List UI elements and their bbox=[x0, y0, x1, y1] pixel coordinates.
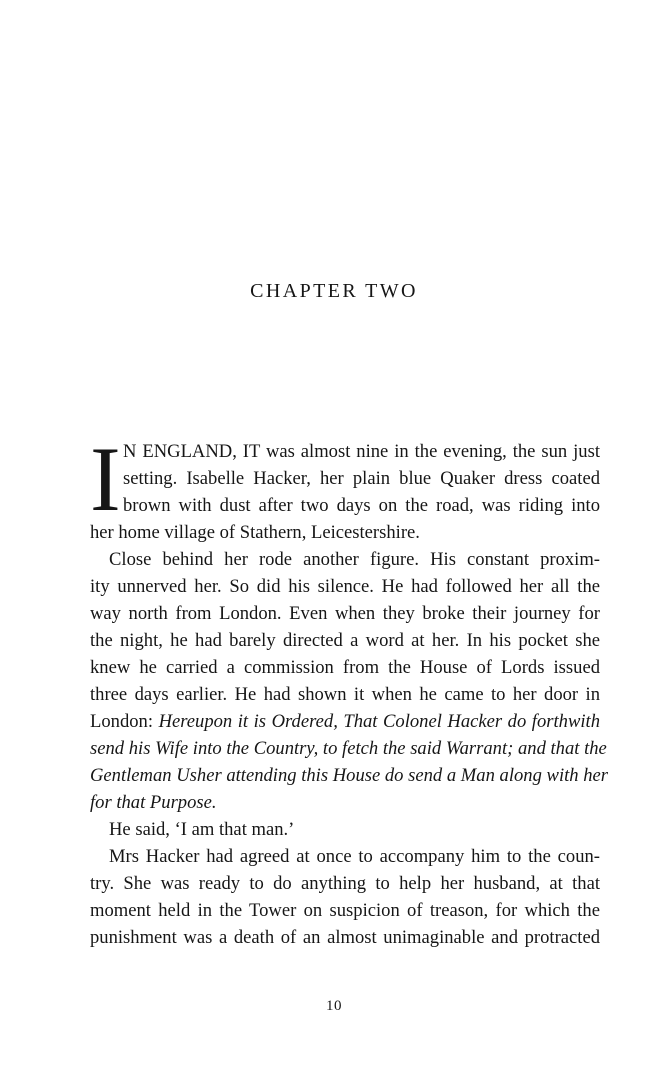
opening-line: N ENGLAND, IT was almost nine in the evening, the sun just bbox=[123, 441, 600, 462]
text-line: setting. Isabelle Hacker, her plain blue Quaker dress coated bbox=[123, 468, 600, 489]
text-line: her home village of Stathern, Leicestershire. bbox=[90, 522, 420, 543]
text-line-mixed bbox=[90, 708, 600, 735]
italic-quote: Hereupon it is Ordered, That Colonel Hacker do forthwith bbox=[158, 711, 600, 732]
text-line: the night, he had barely directed a word at her. In his pocket she bbox=[90, 630, 600, 651]
text-line: moment held in the Tower on suspicion of treason, for which the bbox=[90, 900, 600, 921]
italic-quote: for that Purpose. bbox=[90, 792, 217, 813]
text-line: try. She was ready to do anything to help her husband, at that bbox=[90, 873, 600, 894]
body-text bbox=[90, 428, 609, 951]
italic-quote: send his Wife into the Country, to fetch the said Warrant; and that the bbox=[90, 738, 607, 759]
chapter-title: CHAPTER TWO bbox=[250, 280, 418, 302]
italic-quote: Gentleman Usher attending this House do send a Man along with her bbox=[90, 765, 609, 786]
text-segment: London: bbox=[90, 711, 154, 732]
text-line: brown with dust after two days on the road, was riding into bbox=[123, 495, 600, 516]
text-line: three days earlier. He had shown it when he came to her door in bbox=[90, 684, 600, 705]
text-line: ity unnerved her. So did his silence. He had followed her all the bbox=[90, 576, 600, 597]
text-line: He said, ‘I am that man.’ bbox=[109, 819, 295, 840]
text-line: way north from London. Even when they broke their journey for bbox=[90, 603, 600, 624]
drop-cap: I bbox=[90, 428, 121, 530]
text-line: punishment was a death of an almost unimaginable and protracted bbox=[90, 927, 600, 948]
text-line: knew he carried a commission from the House of Lords issued bbox=[90, 657, 600, 678]
text-line: Close behind her rode another figure. His constant proxim- bbox=[109, 549, 600, 570]
page-number: 10 bbox=[326, 998, 342, 1014]
text-line: Mrs Hacker had agreed at once to accompany him to the coun- bbox=[109, 846, 600, 867]
